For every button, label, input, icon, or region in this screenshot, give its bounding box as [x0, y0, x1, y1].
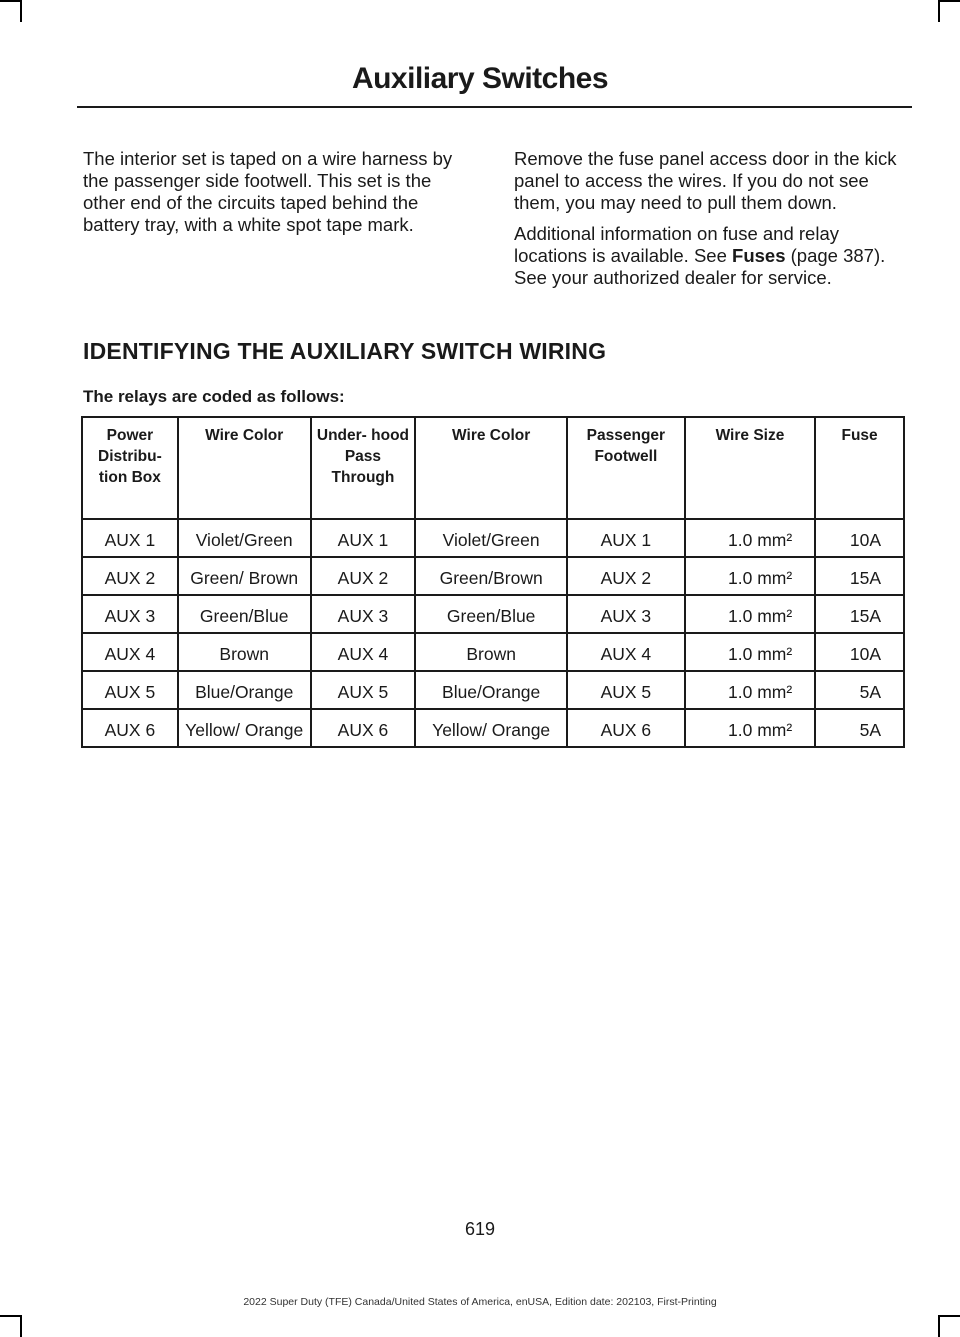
crop-mark — [20, 0, 22, 22]
table-cell: AUX 5 — [82, 671, 178, 709]
table-cell: AUX 2 — [567, 557, 685, 595]
table-cell: 5A — [815, 709, 904, 747]
table-cell: 10A — [815, 519, 904, 557]
table-cell: AUX 1 — [567, 519, 685, 557]
table-cell: AUX 3 — [311, 595, 416, 633]
table-cell: Green/Blue — [178, 595, 311, 633]
table-cell: AUX 3 — [567, 595, 685, 633]
table-cell: AUX 6 — [82, 709, 178, 747]
table-row — [82, 519, 904, 557]
table-cell: 15A — [815, 595, 904, 633]
fuses-cross-reference-link[interactable]: Fuses — [732, 245, 786, 266]
table-cell: 10A — [815, 633, 904, 671]
page-number: 619 — [464, 1219, 496, 1239]
column-header: Wire Color — [178, 417, 311, 519]
column-header: Wire Size — [685, 417, 815, 519]
table-intro: The relays are coded as follows: — [83, 387, 345, 406]
section-heading: IDENTIFYING THE AUXILIARY SWITCH WIRING — [83, 338, 607, 364]
right-column — [514, 148, 906, 298]
table-cell: AUX 5 — [311, 671, 416, 709]
table-cell: Yellow/ Orange — [415, 709, 567, 747]
left-column — [83, 148, 475, 245]
table-cell: AUX 6 — [311, 709, 416, 747]
crop-mark — [0, 0, 22, 2]
body-paragraph: The interior set is taped on a wire harness by the passenger side footwell. This set is the other end of the circuits taped behind the battery tray, with a white spot tape mark. — [83, 148, 453, 235]
table-cell: AUX 1 — [311, 519, 416, 557]
header-divider — [77, 106, 912, 108]
table-cell: Violet/Green — [178, 519, 311, 557]
paragraph-text: (page 387). See your authorized dealer for service. — [514, 245, 886, 288]
table-cell: AUX 4 — [567, 633, 685, 671]
table-row — [82, 557, 904, 595]
column-header: Power Distribu- tion Box — [82, 417, 178, 519]
table-cell: AUX 2 — [82, 557, 178, 595]
column-header: Fuse — [815, 417, 904, 519]
column-header: Passenger Footwell — [567, 417, 685, 519]
crop-mark — [938, 0, 940, 22]
table-cell: Blue/Orange — [178, 671, 311, 709]
crop-mark — [938, 1315, 960, 1317]
table-row — [82, 671, 904, 709]
table-row — [82, 633, 904, 671]
table-cell: 1.0 mm² — [685, 633, 815, 671]
table-cell: Green/ Brown — [178, 557, 311, 595]
body-paragraph: Remove the fuse panel access door in the kick panel to access the wires. If you do not see them, you may need to pull them down. — [514, 148, 897, 213]
column-header: Under- hood Pass Through — [311, 417, 416, 519]
table-cell: Brown — [415, 633, 567, 671]
table-cell: Violet/Green — [415, 519, 567, 557]
table-cell: 1.0 mm² — [685, 595, 815, 633]
table-cell: 1.0 mm² — [685, 557, 815, 595]
table-row — [82, 709, 904, 747]
crop-mark — [20, 1315, 22, 1337]
table-row — [82, 595, 904, 633]
table-cell: 1.0 mm² — [685, 519, 815, 557]
table-cell: Green/Blue — [415, 595, 567, 633]
table-cell: 1.0 mm² — [685, 709, 815, 747]
table-cell: AUX 4 — [82, 633, 178, 671]
table-cell: 5A — [815, 671, 904, 709]
edition-footer: 2022 Super Duty (TFE) Canada/United States of America, enUSA, Edition date: 202103, First-Printing — [243, 1296, 717, 1308]
table-cell: AUX 3 — [82, 595, 178, 633]
column-header: Wire Color — [415, 417, 567, 519]
table-cell: Brown — [178, 633, 311, 671]
table-cell: Blue/Orange — [415, 671, 567, 709]
table-cell: 15A — [815, 557, 904, 595]
page-title: Auxiliary Switches — [351, 62, 609, 95]
body-paragraph — [514, 223, 906, 289]
table-cell: AUX 1 — [82, 519, 178, 557]
table-cell: AUX 5 — [567, 671, 685, 709]
relay-wiring-table — [81, 416, 905, 748]
table-cell: AUX 6 — [567, 709, 685, 747]
crop-mark — [938, 0, 960, 2]
table-cell: Yellow/ Orange — [178, 709, 311, 747]
table-cell: 1.0 mm² — [685, 671, 815, 709]
crop-mark — [0, 1315, 22, 1317]
table-cell: AUX 4 — [311, 633, 416, 671]
table-header-row — [82, 417, 904, 519]
crop-mark — [938, 1315, 940, 1337]
paragraph-text: Additional information on fuse and relay locations is available. See — [514, 223, 839, 266]
table-cell: Green/Brown — [415, 557, 567, 595]
table-cell: AUX 2 — [311, 557, 416, 595]
